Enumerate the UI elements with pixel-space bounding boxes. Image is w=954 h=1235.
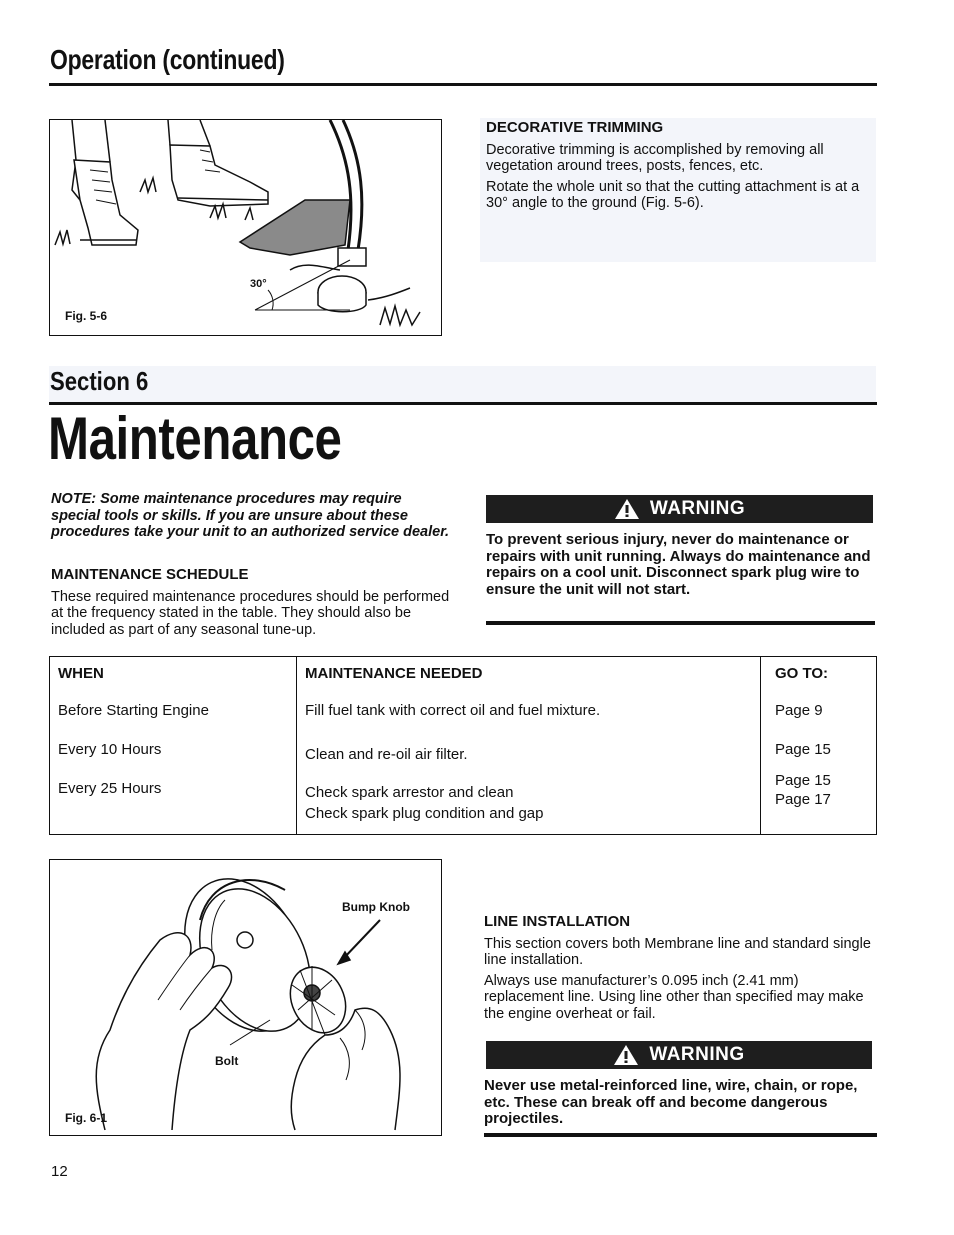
warning-rule	[486, 621, 875, 625]
table-cell: Before Starting Engine	[58, 702, 209, 719]
table-header-goto: GO TO:	[775, 665, 829, 682]
line-installation-heading: LINE INSTALLATION	[484, 913, 631, 930]
table-cell: Every 10 Hours	[58, 741, 162, 758]
angle-label: 30°	[250, 278, 267, 290]
section-title: Maintenance	[48, 405, 342, 472]
table-cell: Every 25 Hours	[58, 780, 162, 797]
goto-column	[761, 657, 877, 835]
warning-banner	[486, 1041, 872, 1069]
warning-label: WARNING	[649, 1044, 745, 1065]
maintenance-needed-column	[297, 657, 761, 835]
decorative-trimming-p1: Decorative trimming is accomplished by removing all vegetation around trees, posts, fences, etc.	[486, 141, 824, 174]
maintenance-schedule-text: These required maintenance procedures should be performed at the frequency stated in the table. They should also be included as part of any seasonal tune-up.	[51, 588, 450, 638]
table-cell: Clean and re-oil air filter.	[305, 746, 468, 763]
table-header-when: WHEN	[58, 665, 104, 682]
table-header-maintenance: MAINTENANCE NEEDED	[305, 665, 483, 682]
table-cell: Page 17	[775, 791, 831, 808]
warning-rule	[484, 1133, 877, 1137]
section-number: Section 6	[50, 366, 149, 396]
line-installation-p1: This section covers both Membrane line and standard single line installation.	[484, 935, 871, 968]
line-installation-p2: Always use manufacturer’s 0.095 inch (2.41 mm) replacement line. Using line other than specified may make the engine overheat or fail.	[484, 972, 864, 1022]
maintenance-schedule-heading: MAINTENANCE SCHEDULE	[51, 566, 249, 583]
table-cell: Check spark arrestor and clean	[305, 784, 514, 801]
bump-knob-label: Bump Knob	[342, 900, 410, 914]
page-header-title: Operation (continued)	[50, 44, 285, 75]
maintenance-note: NOTE: Some maintenance procedures may require special tools or skills. If you are unsure about these procedures take your unit to an authorized service dealer.	[51, 491, 450, 540]
when-column	[50, 657, 297, 835]
table-cell: Page 15	[775, 741, 831, 758]
figure-5-6	[49, 119, 442, 336]
table-cell: Page 15	[775, 772, 831, 789]
decorative-trimming-block	[480, 118, 876, 262]
warning-text: To prevent serious injury, never do maintenance or repairs with unit running. Always do maintenance and repairs on a cool unit. Disconnect spark plug wire to ensure the unit will not start.	[486, 531, 871, 598]
table-cell: Fill fuel tank with correct oil and fuel mixture.	[305, 702, 601, 719]
maintenance-table	[49, 656, 877, 835]
table-cell: Page 9	[775, 702, 823, 719]
bolt-label: Bolt	[215, 1054, 239, 1068]
figure-label: Fig. 6-1	[65, 1111, 108, 1125]
warning-banner	[486, 495, 873, 523]
table-cell: Check spark plug condition and gap	[305, 805, 544, 822]
decorative-trimming-heading: DECORATIVE TRIMMING	[486, 119, 664, 136]
header-rule	[49, 83, 877, 86]
figure-label: Fig. 5-6	[65, 309, 108, 323]
section-band	[49, 366, 876, 402]
line-installation-block	[484, 914, 876, 1026]
figure-6-1	[49, 859, 442, 1136]
warning-text: Never use metal-reinforced line, wire, chain, or rope, etc. These can break off and become dangerous projectiles.	[484, 1077, 858, 1127]
warning-label: WARNING	[649, 498, 746, 519]
decorative-trimming-p2: Rotate the whole unit so that the cutting attachment is at a 30° angle to the ground (Fig. 5-6).	[486, 178, 860, 211]
page-number: 12	[51, 1163, 68, 1180]
trimmer-illustration	[50, 120, 441, 335]
warning-triangle-icon	[613, 1044, 639, 1066]
warning-triangle-icon	[614, 498, 640, 520]
maintenance-schedule-block	[51, 567, 451, 642]
